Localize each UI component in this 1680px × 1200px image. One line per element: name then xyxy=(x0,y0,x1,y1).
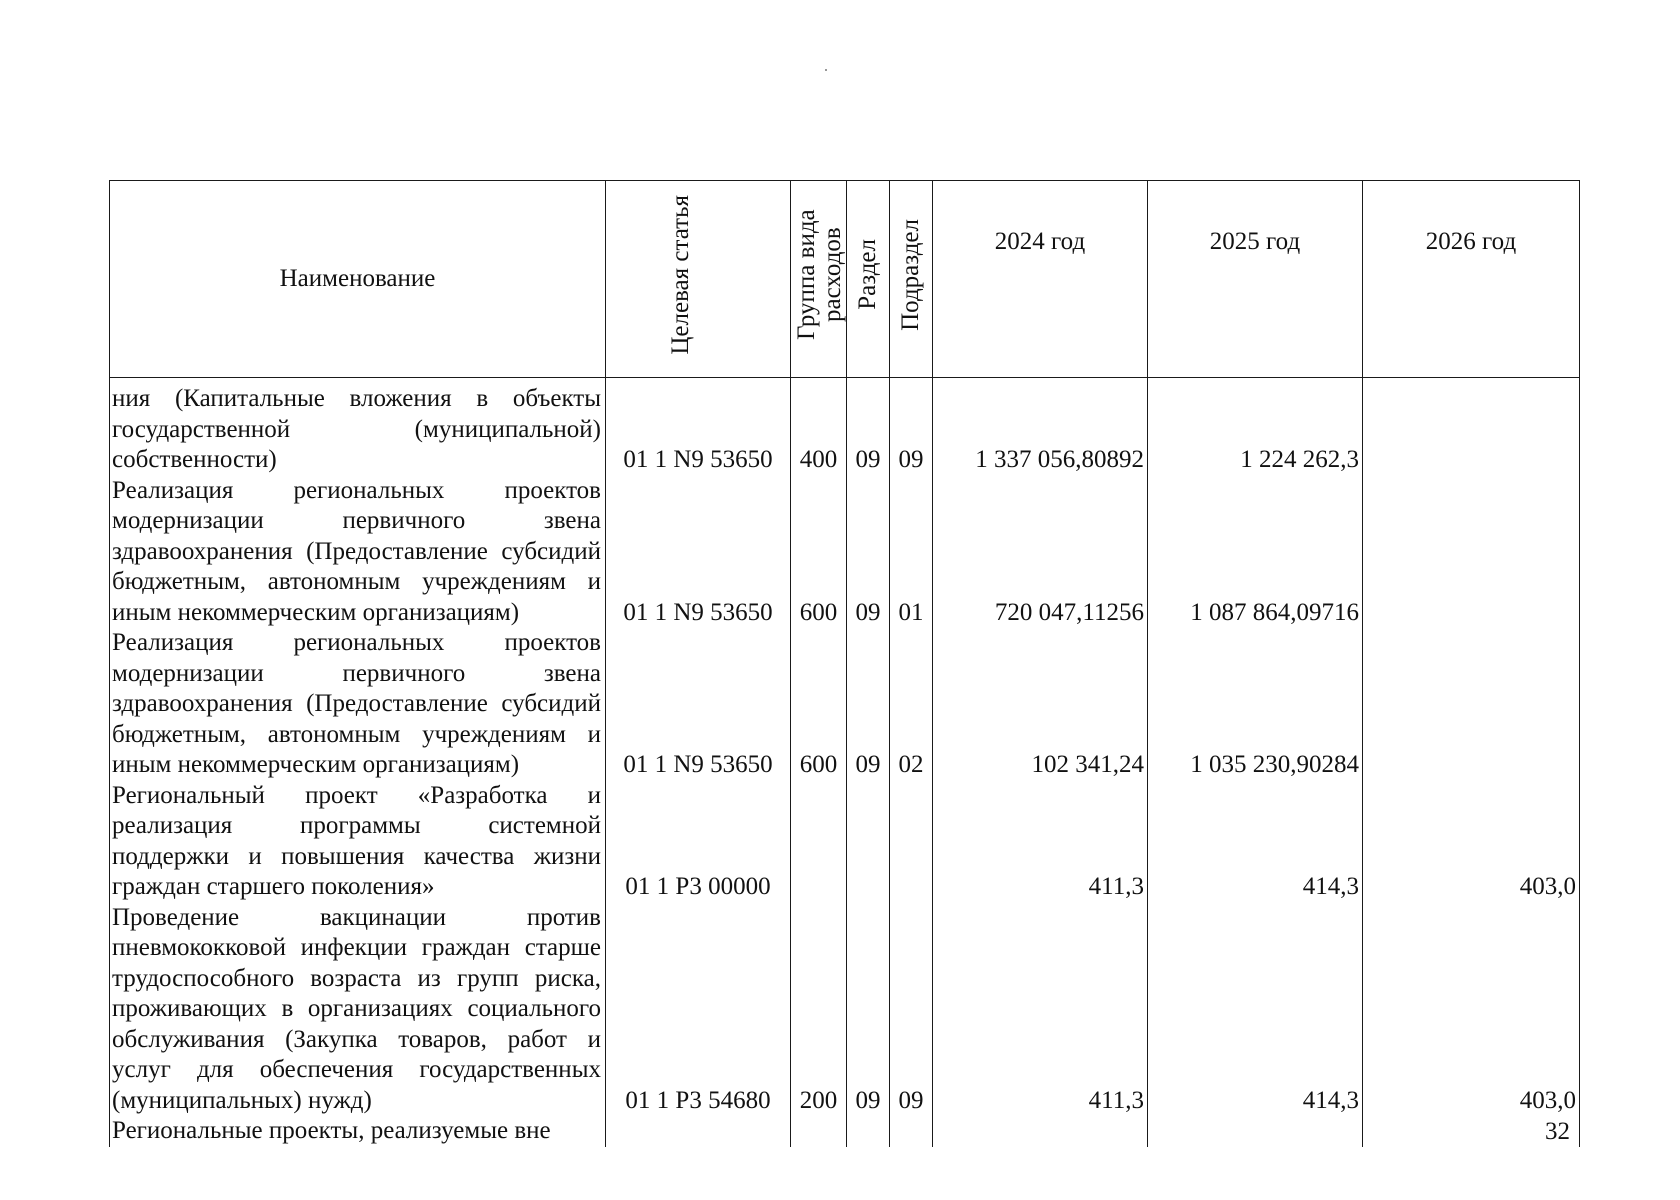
row-2024 xyxy=(933,1116,1148,1147)
page-number: 32 xyxy=(1545,1118,1570,1145)
row-target-article: 01 1 N9 53650 xyxy=(606,378,791,476)
header-subsection: Подраздел xyxy=(890,181,933,378)
header-2025: 2025 год xyxy=(1148,181,1363,378)
header-section: Раздел xyxy=(847,181,890,378)
row-expense-group: 600 xyxy=(791,476,847,629)
row-2025 xyxy=(1148,1116,1363,1147)
row-expense-group: 200 xyxy=(791,903,847,1117)
row-expense-group: 400 xyxy=(791,378,847,476)
row-section: 09 xyxy=(847,476,890,629)
row-target-article: 01 1 P3 00000 xyxy=(606,781,791,903)
row-2026 xyxy=(1363,378,1580,476)
row-section: 09 xyxy=(847,903,890,1117)
row-2024: 411,3 xyxy=(933,781,1148,903)
scan-speck xyxy=(825,69,827,71)
table-row xyxy=(110,378,1580,476)
header-2024: 2024 год xyxy=(933,181,1148,378)
table-row xyxy=(110,781,1580,903)
row-2025: 1 087 864,09716 xyxy=(1148,476,1363,629)
row-2025: 414,3 xyxy=(1148,781,1363,903)
row-expense-group xyxy=(791,781,847,903)
row-name: Реализация региональных проектов модернизации первичного звена здравоохранения (Предоставление субсидий бюджетным, автономным учреждениям и иным некоммерческим организациям) xyxy=(110,628,606,781)
table-row xyxy=(110,903,1580,1117)
row-target-article: 01 1 N9 53650 xyxy=(606,628,791,781)
row-name: ния (Капитальные вложения в объекты государственной (муниципальной) собственности) xyxy=(110,378,606,476)
row-2024: 720 047,11256 xyxy=(933,476,1148,629)
row-subsection: 09 xyxy=(890,903,933,1117)
row-name: Реализация региональных проектов модернизации первичного звена здравоохранения (Предоставление субсидий бюджетным, автономным учреждениям и иным некоммерческим организациям) xyxy=(110,476,606,629)
header-row xyxy=(110,181,1580,378)
row-subsection: 01 xyxy=(890,476,933,629)
row-2025: 1 035 230,90284 xyxy=(1148,628,1363,781)
table-row xyxy=(110,476,1580,629)
table-row xyxy=(110,1116,1580,1147)
row-2024: 411,3 xyxy=(933,903,1148,1117)
row-expense-group xyxy=(791,1116,847,1147)
row-2026: 403,0 xyxy=(1363,781,1580,903)
row-subsection xyxy=(890,781,933,903)
row-section: 09 xyxy=(847,378,890,476)
row-name: Региональный проект «Разработка и реализация программы системной поддержки и повышения качества жизни граждан старшего поколения» xyxy=(110,781,606,903)
row-section xyxy=(847,1116,890,1147)
header-2026: 2026 год xyxy=(1363,181,1580,378)
row-2026 xyxy=(1363,628,1580,781)
row-target-article: 01 1 N9 53650 xyxy=(606,476,791,629)
row-section xyxy=(847,781,890,903)
row-target-article: 01 1 P3 54680 xyxy=(606,903,791,1117)
row-2024: 102 341,24 xyxy=(933,628,1148,781)
budget-table xyxy=(109,180,1580,1147)
row-subsection: 09 xyxy=(890,378,933,476)
row-2026 xyxy=(1363,476,1580,629)
row-2025: 1 224 262,3 xyxy=(1148,378,1363,476)
table-row xyxy=(110,628,1580,781)
row-2025: 414,3 xyxy=(1148,903,1363,1117)
row-name: Проведение вакцинации против пневмококковой инфекции граждан старше трудоспособного возраста из групп риска, проживающих в организациях социального обслуживания (Закупка товаров, работ и услуг для обеспечения государственных (муниципальных) нужд) xyxy=(110,903,606,1117)
row-2024: 1 337 056,80892 xyxy=(933,378,1148,476)
row-subsection xyxy=(890,1116,933,1147)
row-expense-group: 600 xyxy=(791,628,847,781)
header-expense-group: Группа вида расходов xyxy=(791,181,847,378)
row-name: Региональные проекты, реализуемые вне xyxy=(110,1116,606,1147)
row-2026: 403,0 xyxy=(1363,903,1580,1117)
header-target-article: Целевая статья xyxy=(606,181,791,378)
header-name: Наименование xyxy=(110,181,606,378)
row-target-article xyxy=(606,1116,791,1147)
row-section: 09 xyxy=(847,628,890,781)
row-subsection: 02 xyxy=(890,628,933,781)
